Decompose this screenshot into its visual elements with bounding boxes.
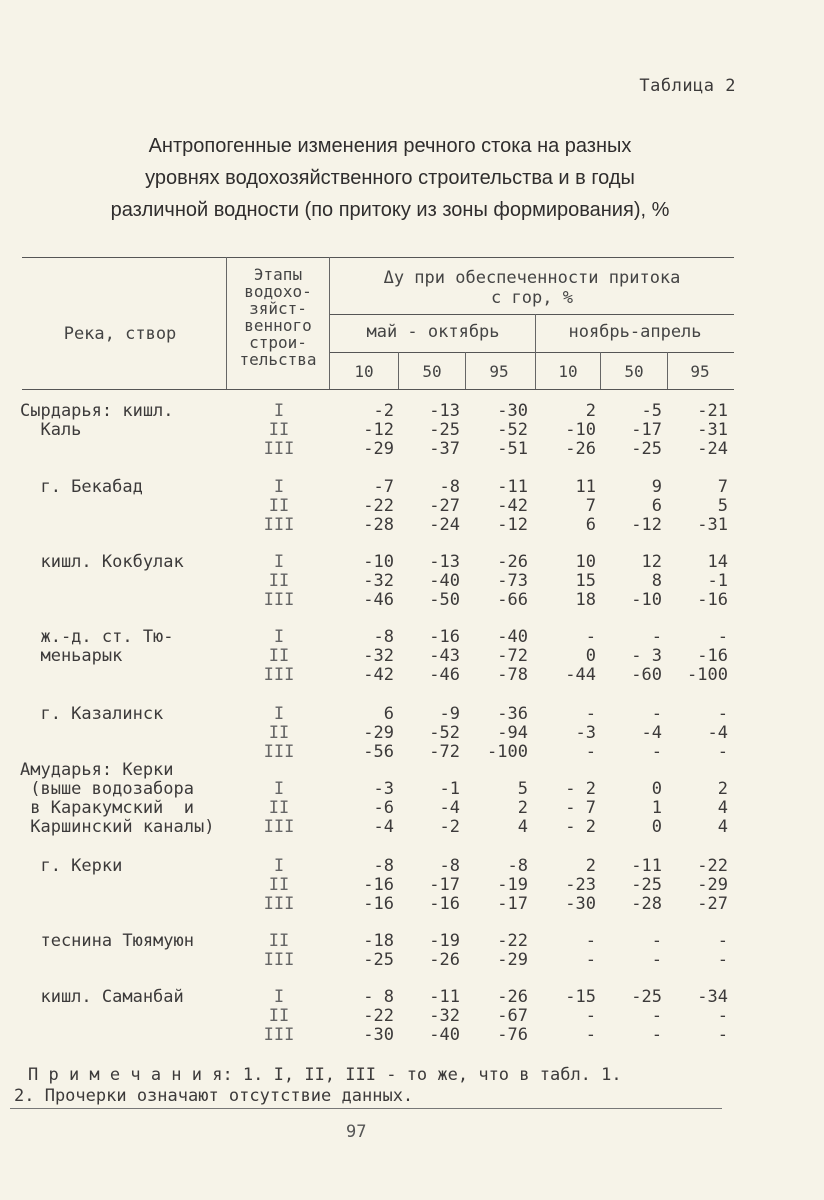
table-cell: -26 <box>497 987 528 1007</box>
col-divider <box>465 352 466 389</box>
stage-header-line: Этапы <box>253 265 303 284</box>
river-name: (выше водозабора <box>20 779 194 799</box>
table-cell: -4 <box>707 723 728 743</box>
stage-label: I <box>273 627 285 647</box>
table-cell: -29 <box>497 950 528 970</box>
stage-column-header <box>228 266 328 368</box>
table-cell: -25 <box>631 987 662 1007</box>
table-cell: 2 <box>517 798 528 818</box>
table-cell: 0 <box>651 817 662 837</box>
table-cell: -12 <box>363 420 394 440</box>
table-cell: -94 <box>497 723 528 743</box>
table-cell: -11 <box>631 856 662 876</box>
col-divider <box>600 352 601 389</box>
stage-header-line: строи- <box>249 333 307 352</box>
table-cell: -16 <box>429 627 460 647</box>
table-cell: -29 <box>697 875 728 895</box>
table-cell: - <box>585 931 596 951</box>
table-cell: -51 <box>497 439 528 459</box>
table-cell: -4 <box>439 798 460 818</box>
table-cell: 2 <box>717 779 728 799</box>
col-divider <box>226 257 227 389</box>
river-name: Каршинский каналы) <box>20 817 215 837</box>
table-cell: -46 <box>363 590 394 610</box>
table-cell: - <box>717 1006 728 1026</box>
table-cell: - <box>717 950 728 970</box>
season-header-summer: май - октябрь <box>366 322 500 342</box>
table-cell: -8 <box>439 856 460 876</box>
table-cell: -50 <box>429 590 460 610</box>
table-cell: 2 <box>585 401 596 421</box>
stage-label: II <box>268 723 290 743</box>
table-cell: -43 <box>429 646 460 666</box>
probability-header: 10 <box>354 362 374 381</box>
stage-header-line: зяйст- <box>249 299 307 318</box>
table-cell: 9 <box>651 477 662 497</box>
table-cell: 6 <box>651 496 662 516</box>
table-cell: -11 <box>429 987 460 1007</box>
stage-label: I <box>273 477 285 497</box>
table-cell: - <box>585 704 596 724</box>
table-top-rule <box>22 257 734 258</box>
table-cell: 4 <box>717 817 728 837</box>
table-cell: -11 <box>497 477 528 497</box>
table-cell: - <box>585 950 596 970</box>
col-divider <box>667 352 668 389</box>
table-cell: -24 <box>429 515 460 535</box>
table-note: П р и м е ч а н и я: 1. I, II, III - то же, что в табл. 1. <box>28 1065 622 1085</box>
table-cell: -22 <box>697 856 728 876</box>
table-cell: -16 <box>697 590 728 610</box>
stage-label: III <box>263 742 295 762</box>
river-name: кишл. Саманбай <box>20 987 184 1007</box>
table-cell: 12 <box>641 552 662 572</box>
table-cell: - <box>651 931 662 951</box>
stage-label: III <box>263 817 295 837</box>
table-cell: -15 <box>565 987 596 1007</box>
table-cell: -24 <box>697 439 728 459</box>
table-cell: -7 <box>373 477 394 497</box>
table-cell: -8 <box>373 856 394 876</box>
table-cell: -46 <box>429 665 460 685</box>
table-cell: -26 <box>565 439 596 459</box>
stage-label: I <box>273 856 285 876</box>
table-cell: 0 <box>585 646 596 666</box>
river-name: теснина Тюямуюн <box>20 931 194 951</box>
table-cell: -100 <box>487 742 528 762</box>
table-cell: -16 <box>429 894 460 914</box>
table-cell: 15 <box>575 571 596 591</box>
table-cell: -76 <box>497 1025 528 1045</box>
stage-label: II <box>268 1006 290 1026</box>
table-cell: - <box>651 627 662 647</box>
table-cell: -52 <box>429 723 460 743</box>
table-cell: -40 <box>497 627 528 647</box>
river-column-header: Река, створ <box>63 324 177 344</box>
table-cell: -21 <box>697 401 728 421</box>
table-cell: -25 <box>429 420 460 440</box>
col-divider <box>329 257 330 389</box>
title-line: уровнях водохозяйственного строительства и в годы <box>145 167 635 189</box>
table-cell: -17 <box>429 875 460 895</box>
table-cell: -16 <box>697 646 728 666</box>
river-name: Сырдарья: кишл. <box>20 401 174 421</box>
table-cell: -30 <box>497 401 528 421</box>
table-cell: - <box>717 627 728 647</box>
stage-label: II <box>268 571 290 591</box>
table-cell: -42 <box>363 665 394 685</box>
stage-label: II <box>268 798 290 818</box>
table-cell: - <box>585 1025 596 1045</box>
stage-label: III <box>263 1025 295 1045</box>
season-rule <box>330 314 734 315</box>
table-cell: -31 <box>697 420 728 440</box>
table-cell: -73 <box>497 571 528 591</box>
table-cell: -8 <box>439 477 460 497</box>
table-cell: -37 <box>429 439 460 459</box>
table-cell: -22 <box>363 496 394 516</box>
river-name: г. Казалинск <box>20 704 164 724</box>
stage-label: III <box>263 439 295 459</box>
table-cell: -19 <box>497 875 528 895</box>
table-cell: -29 <box>363 723 394 743</box>
title-line: Антропогенные изменения речного стока на разных <box>148 135 632 157</box>
table-cell: -36 <box>497 704 528 724</box>
col-divider <box>535 314 536 389</box>
table-cell: -56 <box>363 742 394 762</box>
table-cell: - <box>717 931 728 951</box>
stage-label: III <box>263 590 295 610</box>
table-cell: -25 <box>363 950 394 970</box>
stage-label: II <box>268 496 290 516</box>
table-cell: -10 <box>631 590 662 610</box>
table-cell: 8 <box>651 571 662 591</box>
stage-label: I <box>273 401 285 421</box>
table-cell: -32 <box>363 571 394 591</box>
table-cell: -4 <box>373 817 394 837</box>
table-label: Таблица 2 <box>639 76 736 96</box>
table-cell: -18 <box>363 931 394 951</box>
table-cell: 0 <box>651 779 662 799</box>
table-cell: -3 <box>575 723 596 743</box>
table-title <box>60 130 720 226</box>
table-cell: -2 <box>439 817 460 837</box>
table-cell: - <box>717 704 728 724</box>
table-cell: -32 <box>429 1006 460 1026</box>
table-cell: -8 <box>507 856 528 876</box>
stage-label: I <box>273 552 285 572</box>
table-cell: -26 <box>429 950 460 970</box>
table-cell: 11 <box>575 477 596 497</box>
table-cell: -66 <box>497 590 528 610</box>
river-name: г. Бекабад <box>20 477 143 497</box>
table-cell: - 2 <box>565 779 596 799</box>
table-cell: -28 <box>631 894 662 914</box>
probability-header: 95 <box>489 362 509 381</box>
table-cell: - <box>717 1025 728 1045</box>
river-name: кишл. Кокбулак <box>20 552 184 572</box>
table-cell: -44 <box>565 665 596 685</box>
river-name: ж.-д. ст. Тю- <box>20 627 174 647</box>
probability-header: 10 <box>558 362 578 381</box>
table-cell: - <box>651 1006 662 1026</box>
table-cell: 7 <box>717 477 728 497</box>
stage-label: III <box>263 515 295 535</box>
table-cell: 4 <box>517 817 528 837</box>
stage-header-line: тельства <box>239 350 317 369</box>
delta-header-line: Δу при обеспеченности притока <box>383 268 681 288</box>
stage-label: I <box>273 704 285 724</box>
table-cell: 2 <box>585 856 596 876</box>
table-cell: -42 <box>497 496 528 516</box>
table-cell: - <box>651 704 662 724</box>
table-cell: -22 <box>363 1006 394 1026</box>
table-cell: -9 <box>439 704 460 724</box>
table-cell: -72 <box>429 742 460 762</box>
table-cell: -10 <box>565 420 596 440</box>
note-rule <box>10 1108 722 1109</box>
table-cell: -52 <box>497 420 528 440</box>
table-cell: 6 <box>585 515 596 535</box>
table-cell: -4 <box>641 723 662 743</box>
river-name: Каль <box>20 420 82 440</box>
table-cell: -30 <box>565 894 596 914</box>
probability-header: 95 <box>690 362 710 381</box>
table-cell: - <box>585 627 596 647</box>
table-cell: - <box>651 1025 662 1045</box>
stage-label: III <box>263 665 295 685</box>
table-cell: 5 <box>717 496 728 516</box>
table-cell: - 3 <box>631 646 662 666</box>
table-cell: - <box>717 742 728 762</box>
river-name: в Каракумский и <box>20 798 194 818</box>
table-cell: -6 <box>373 798 394 818</box>
table-cell: -22 <box>497 931 528 951</box>
table-cell: 10 <box>575 552 596 572</box>
stage-label: I <box>273 779 285 799</box>
table-cell: 18 <box>575 590 596 610</box>
table-cell: -40 <box>429 571 460 591</box>
table-cell: -3 <box>373 779 394 799</box>
table-cell: -5 <box>641 401 662 421</box>
table-cell: -40 <box>429 1025 460 1045</box>
table-cell: 7 <box>585 496 596 516</box>
table-cell: -67 <box>497 1006 528 1026</box>
table-cell: -8 <box>373 627 394 647</box>
river-name: Амударья: Керки <box>20 760 174 780</box>
table-cell: -32 <box>363 646 394 666</box>
table-cell: -25 <box>631 875 662 895</box>
table-cell: -34 <box>697 987 728 1007</box>
table-cell: -30 <box>363 1025 394 1045</box>
table-cell: -25 <box>631 439 662 459</box>
table-cell: -28 <box>363 515 394 535</box>
table-cell: -13 <box>429 552 460 572</box>
table-cell: -29 <box>363 439 394 459</box>
table-cell: 5 <box>517 779 528 799</box>
table-cell: - <box>651 950 662 970</box>
table-cell: -100 <box>687 665 728 685</box>
stage-label: II <box>268 875 290 895</box>
table-cell: -26 <box>497 552 528 572</box>
title-line: различной водности (по притоку из зоны формирования), % <box>110 199 670 221</box>
table-cell: -12 <box>497 515 528 535</box>
table-cell: 6 <box>383 704 394 724</box>
table-cell: -1 <box>439 779 460 799</box>
page-number: 97 <box>346 1122 367 1142</box>
table-cell: - <box>585 742 596 762</box>
table-note: 2. Прочерки означают отсутствие данных. <box>14 1086 414 1106</box>
table-cell: - 7 <box>565 798 596 818</box>
table-cell: -27 <box>429 496 460 516</box>
table-cell: 1 <box>651 798 662 818</box>
probability-rule <box>330 352 734 353</box>
table-cell: -2 <box>373 401 394 421</box>
col-divider <box>398 352 399 389</box>
table-cell: - <box>585 1006 596 1026</box>
delta-header-line: с гор, % <box>491 288 573 308</box>
table-cell: - 2 <box>565 817 596 837</box>
season-header-winter: ноябрь-апрель <box>568 322 702 342</box>
table-cell: -1 <box>707 571 728 591</box>
probability-header: 50 <box>422 362 442 381</box>
table-cell: - 8 <box>363 987 394 1007</box>
stage-header-line: водохо- <box>244 282 312 301</box>
table-cell: -72 <box>497 646 528 666</box>
table-cell: 4 <box>717 798 728 818</box>
table-cell: -60 <box>631 665 662 685</box>
table-cell: -13 <box>429 401 460 421</box>
stage-label: II <box>268 646 290 666</box>
table-cell: -19 <box>429 931 460 951</box>
delta-header <box>332 268 732 308</box>
table-cell: -16 <box>363 875 394 895</box>
table-cell: -16 <box>363 894 394 914</box>
stage-header-line: венного <box>244 316 312 335</box>
table-cell: -78 <box>497 665 528 685</box>
stage-label: I <box>273 987 285 1007</box>
stage-label: III <box>263 894 295 914</box>
stage-label: II <box>268 420 290 440</box>
table-cell: -27 <box>697 894 728 914</box>
table-cell: -10 <box>363 552 394 572</box>
river-name: г. Керки <box>20 856 123 876</box>
river-name: меньарык <box>20 646 123 666</box>
stage-label: III <box>263 950 295 970</box>
table-cell: -17 <box>497 894 528 914</box>
table-cell: -17 <box>631 420 662 440</box>
table-cell: -23 <box>565 875 596 895</box>
table-cell: -31 <box>697 515 728 535</box>
header-bottom-rule <box>22 389 734 390</box>
table-cell: -12 <box>631 515 662 535</box>
stage-label: II <box>268 931 290 951</box>
probability-header: 50 <box>624 362 644 381</box>
table-cell: 14 <box>707 552 728 572</box>
table-cell: - <box>651 742 662 762</box>
